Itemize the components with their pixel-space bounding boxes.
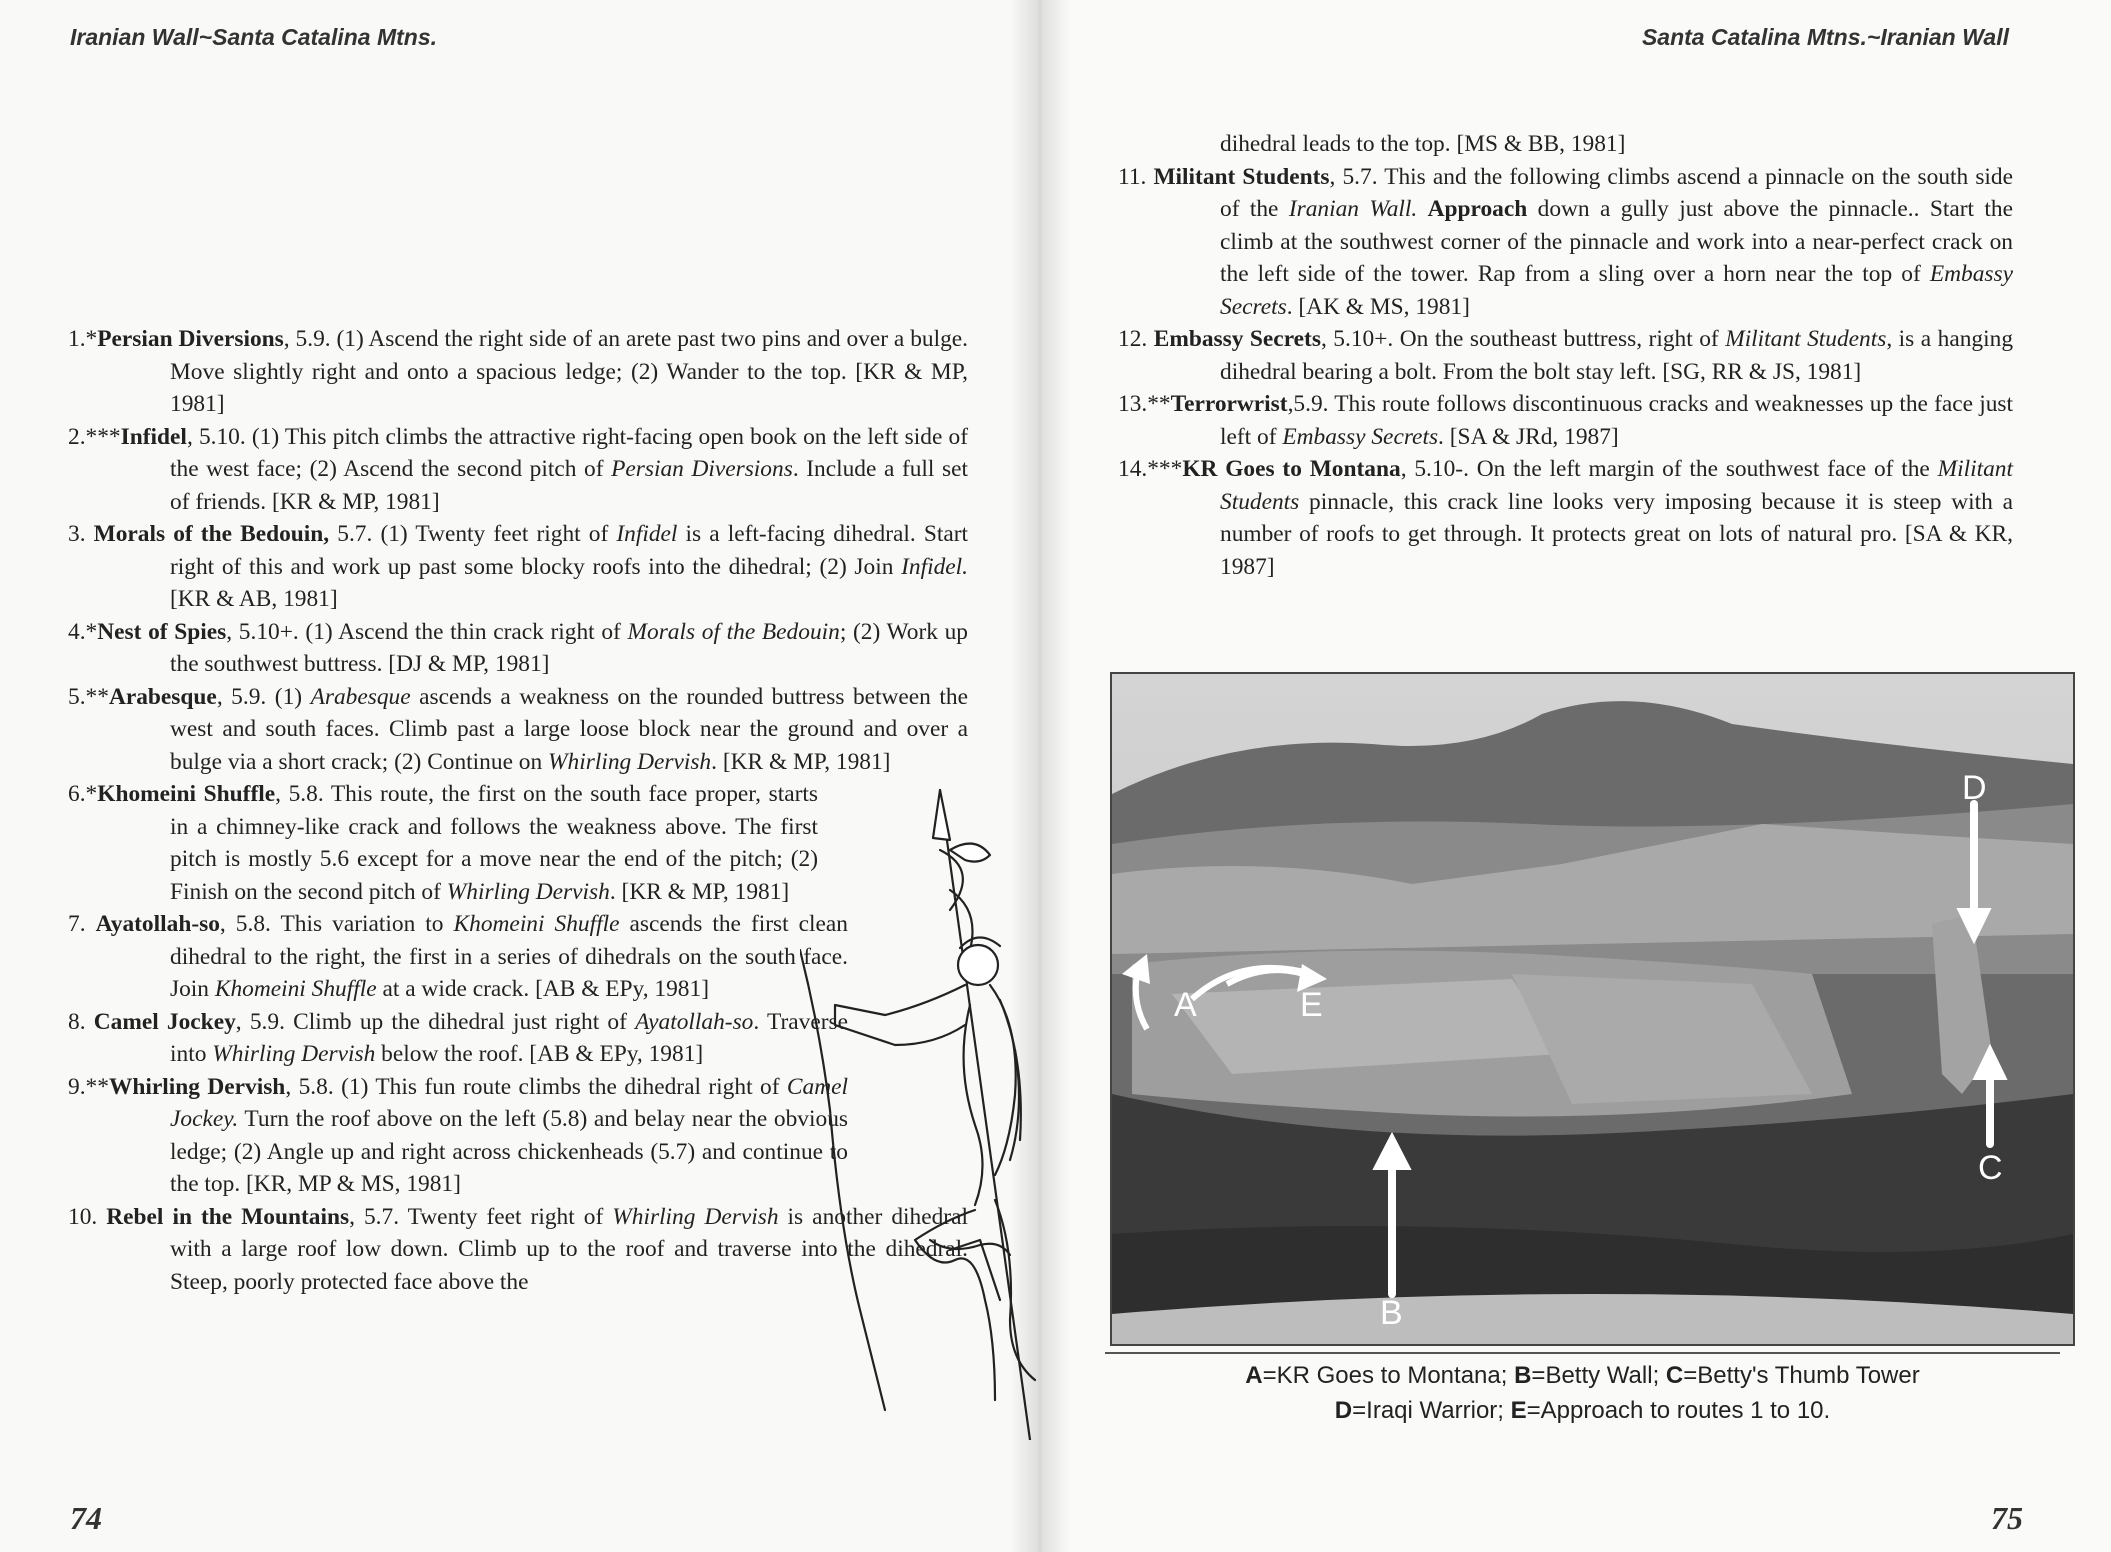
- page-number-left: 74: [70, 1500, 102, 1536]
- cliff-photo: [1110, 672, 2075, 1346]
- photo-rule: [1105, 1352, 2060, 1354]
- route-entry: 7. Ayatollah-so, 5.8. This variation to Khomeini Shuffle ascends the first clean dihedral to the right, the first in a series of dihedrals on the south face. Join Khomeini Shuffle at a wide crack. [AB & EPy, 1981]: [68, 911, 849, 1002]
- photo-label-b: B: [1380, 1294, 1403, 1332]
- route-entry: 3. Morals of the Bedouin, 5.7. (1) Twenty feet right of Infidel is a left-facing dihedral. Start right of this and work up past some blocky roofs into the dihedral; (2) Join Infidel. [KR & AB, 1981]: [68, 521, 968, 612]
- route-entry: 9.**Whirling Dervish, 5.8. (1) This fun route climbs the dihedral right of Camel Jockey. Turn the roof above on the left (5.8) and belay near the obvious ledge; (2) Angle up and right across chickenheads (5.7) and continue to the top. [KR, MP & MS, 1981]: [68, 1073, 848, 1197]
- continued-text: dihedral leads to the top. [MS & BB, 1981]: [1220, 131, 1626, 157]
- route-entry: 6.*Khomeini Shuffle, 5.8. This route, the first on the south face proper, starts in a chimney-like crack and follows the weakness above. The first pitch is mostly 5.6 except for a move near the end of the pitch; (2) Finish on the second pitch of Whirling Dervish. [KR & MP, 1981]: [68, 781, 818, 905]
- running-head-right: Santa Catalina Mtns.~Iranian Wall: [1641, 24, 2009, 50]
- route-entry: 4.*Nest of Spies, 5.10+. (1) Ascend the thin crack right of Morals of the Bedouin; (2) Work up the southwest buttress. [DJ & MP, 1981]: [68, 618, 968, 677]
- photo-label-d: D: [1962, 769, 1987, 807]
- page-number-right: 75: [1991, 1500, 2023, 1536]
- photo-caption: [1105, 1358, 2060, 1428]
- route-entry: 8. Camel Jockey, 5.9. Climb up the dihedral just right of Ayatollah-so. Traverse into Whirling Dervish below the roof. [AB & EPy, 1981]: [68, 1008, 848, 1067]
- warrior-illustration: [800, 780, 1040, 1440]
- left-page: [0, 0, 1040, 1552]
- route-entry: 13.**Terrorwrist,5.9. This route follows discontinuous cracks and weaknesses up the face just left of Embassy Secrets. [SA & JRd, 1987]: [1118, 391, 2013, 450]
- caption-line-2: D=Iraqi Warrior; E=Approach to routes 1 to 10.: [1334, 1397, 1831, 1424]
- route-entry: 12. Embassy Secrets, 5.10+. On the southeast buttress, right of Militant Students, is a hanging dihedral bearing a bolt. From the bolt stay left. [SG, RR & JS, 1981]: [1118, 326, 2014, 385]
- running-head-left: Iranian Wall~Santa Catalina Mtns.: [70, 24, 438, 50]
- photo-label-c: C: [1978, 1149, 2003, 1187]
- route-entry: 14.***KR Goes to Montana, 5.10-. On the left margin of the southwest face of the Militant Students pinnacle, this crack line looks very imposing because it is steep with a number of roofs to get through. It protects great on lots of natural pro. [SA & KR, 1987]: [1118, 456, 2013, 580]
- route-entry: 10. Rebel in the Mountains, 5.7. Twenty feet right of Whirling Dervish is another dihedral with a large roof low down. Climb up to the roof and traverse into the dihedral. Steep, poorly protected face above the: [68, 1203, 968, 1295]
- route-list-right: [1118, 128, 2013, 583]
- photo-label-a: A: [1174, 986, 1197, 1024]
- book-gutter: [1010, 0, 1070, 1552]
- route-entry: 1.*Persian Diversions, 5.9. (1) Ascend the right side of an arete past two pins and over a bulge. Move slightly right and onto a spacious ledge; (2) Wander to the top. [KR & MP, 1981]: [68, 326, 969, 417]
- photo-label-e: E: [1300, 986, 1323, 1024]
- route-entry: 11. Militant Students, 5.7. This and the following climbs ascend a pinnacle on the south side of the Iranian Wall. Approach down a gully just above the pinnacle.. Start the climb at the southwest corner of the pinnacle and work into a near-perfect crack on the left side of the tower. Rap from a sling over a horn near the top of Embassy Secrets. [AK & MS, 1981]: [1118, 163, 2013, 320]
- route-entry: 5.**Arabesque, 5.9. (1) Arabesque ascends a weakness on the rounded buttress between the west and south faces. Climb past a large loose block near the ground and over a bulge via a short crack; (2) Continue on Whirling Dervish. [KR & MP, 1981]: [68, 683, 968, 775]
- caption-line-1: A=KR Goes to Montana; B=Betty Wall; C=Betty's Thumb Tower: [1245, 1362, 1920, 1389]
- cliff-photo-graphic: [1112, 674, 2073, 1344]
- route-entry: 2.***Infidel, 5.10. (1) This pitch climbs the attractive right-facing open book on the left side of the west face; (2) Ascend the second pitch of Persian Diversions. Include a full set of friends. [KR & MP, 1981]: [68, 423, 968, 515]
